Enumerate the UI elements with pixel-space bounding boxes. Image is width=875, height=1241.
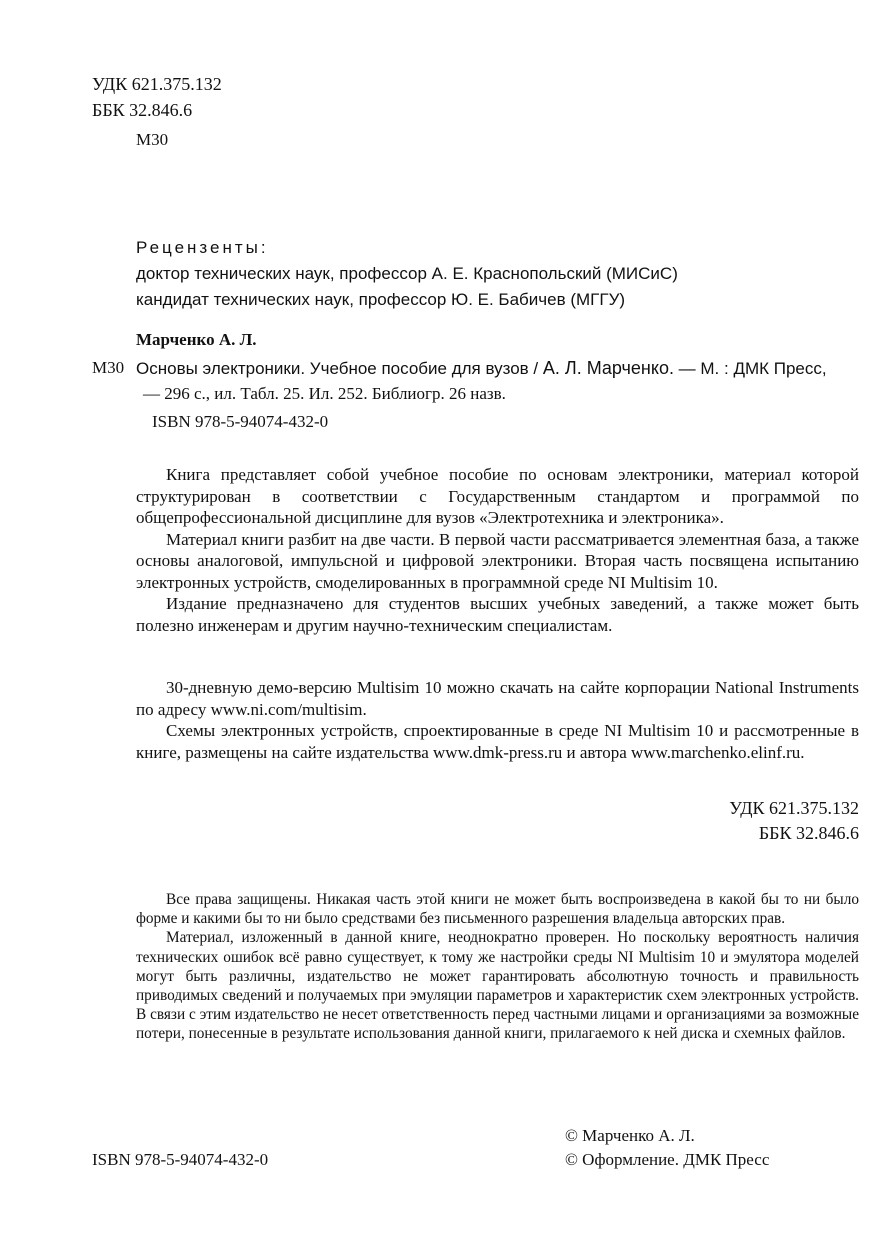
bib-author: Марченко А. Л. [136, 330, 257, 349]
copyright-author: © Марченко А. Л. [565, 1126, 695, 1145]
bib-mark: М30 [92, 358, 125, 377]
note-paragraph: Схемы электронных устройств, спроектированные в среде NI Multisim 10 и рассмотренные в книге, размещены на сайте издательства www.dmk-press.ru и автора www.marchenko.elinf.ru. [136, 721, 859, 762]
reviewer-1: доктор технических наук, профессор А. Е. Краснопольский (МИСиС) [136, 264, 678, 283]
bib-physical: — 296 с., ил. Табл. 25. Ил. 252. Библиогр. 26 назв. [143, 384, 506, 403]
right-bbk: ББК 32.846.6 [758, 823, 859, 843]
right-codes [729, 796, 859, 846]
bib-title-line [136, 358, 827, 379]
reviewer-2: кандидат технических наук, профессор Ю. Е. Бабичев (МГГУ) [136, 290, 626, 309]
bib-isbn: ISBN 978-5-94074-432-0 [152, 412, 329, 431]
bib-title-author: А. Л. Марченко. [542, 358, 674, 378]
author-mark: М30 [136, 130, 169, 149]
rights [136, 890, 859, 1044]
bib-publisher: — М. : ДМК Пресс, [673, 359, 827, 378]
annotation-paragraph: Издание предназначено для студентов высших учебных заведений, а также может быть полезно инженерам и другим научно-техническим специалистам. [136, 594, 859, 635]
rights-paragraph: Все права защищены. Никакая часть этой книги не может быть воспроизведена в какой бы то ни было форме и какими бы то ни было средствами без письменного разрешения владельца авторских прав. [136, 891, 859, 928]
annotation-paragraph: Книга представляет собой учебное пособие по основам электроники, материал которой структурирован в соответствии с Государственным стандартом и программой по общепрофессиональной дисциплине для вузов «Электротехника и электроника». [136, 465, 859, 527]
bbk-code: ББК 32.846.6 [92, 100, 193, 120]
annotation [136, 464, 859, 636]
note-paragraph: 30-дневную демо-версию Multisim 10 можно скачать на сайте корпорации National Instruments по адресу www.ni.com/multisim. [136, 678, 859, 719]
footer-isbn: ISBN 978-5-94074-432-0 [92, 1150, 269, 1169]
notes [136, 677, 859, 763]
right-udk: УДК 621.375.132 [729, 798, 859, 818]
rights-paragraph: Материал, изложенный в данной книге, неоднократно проверен. Но поскольку вероятность наличия технических ошибок всё равно существует, к тому же настройки среды NI Multisim 10 и эмулятора моделей могут быть различны, издательство не может гарантировать абсолютную точность и правильность приводимых сведений и получаемых при эмуляции параметров и характеристик схем электронных устройств. В связи с этим издательство не несет ответственность перед частными лицами и организациями за возможные потери, понесенные в результате использования данной книги, прилагаемого к ней диска и схемных файлов. [136, 929, 859, 1043]
copyright-design: © Оформление. ДМК Пресс [565, 1150, 770, 1169]
annotation-paragraph: Материал книги разбит на две части. В первой части рассматривается элементная база, а также основы аналоговой, импульсной и цифровой электроники. Вторая часть посвящена испытанию электронных устройств, смоделированных в программной среде NI Multisim 10. [136, 529, 859, 592]
bib-title: Основы электроники. Учебное пособие для вузов / [136, 359, 543, 378]
reviewers-heading: Рецензенты: [136, 238, 269, 257]
udk-code: УДК 621.375.132 [92, 74, 222, 94]
